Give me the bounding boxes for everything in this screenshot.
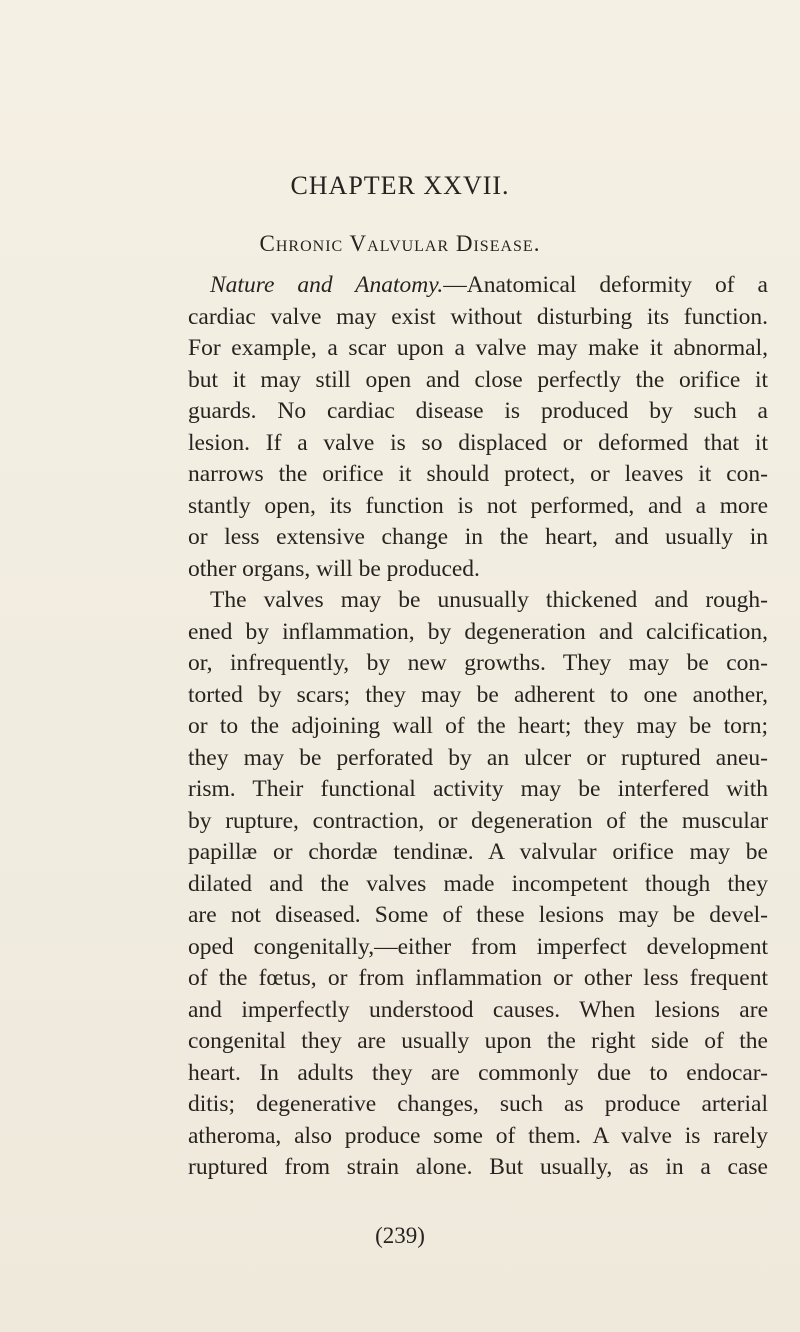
paragraph-line: oped congenitally,—either from imperfect development: [188, 933, 768, 960]
paragraph-line: papillæ or chordæ tendinæ. A valvular orifice may be: [188, 839, 768, 865]
paragraph-line: lesion. If a valve is so displaced or deformed that it: [188, 429, 768, 456]
paragraph-line: heart. In adults they are commonly due to endocar-: [188, 1059, 768, 1086]
paragraph-line: ruptured from strain alone. But usually, as in a case: [188, 1154, 768, 1180]
run-in-heading: Nature and Anatomy.: [210, 272, 444, 298]
paragraph-line: but it may still open and close perfectly the orifice it: [188, 366, 768, 393]
paragraph-line: guards. No cardiac disease is produced by such a: [188, 398, 768, 424]
paragraph-line: they may be perforated by an ulcer or ruptured aneu-: [188, 744, 768, 771]
paragraph-line: by rupture, contraction, or degeneration of the muscular: [188, 807, 768, 834]
paragraph-line: ditis; degenerative changes, such as produce arterial: [188, 1091, 768, 1117]
paragraph-line-text: —Anatomical deformity of a: [443, 272, 768, 298]
paragraph-line: atheroma, also produce some of them. A valve is rarely: [188, 1122, 768, 1149]
paragraph-line: or less extensive change in the heart, and usually in: [188, 524, 768, 550]
page-number: (239): [375, 1223, 425, 1248]
paragraph-line: are not diseased. Some of these lesions may be devel-: [188, 902, 768, 928]
paragraph-line: or to the adjoining wall of the heart; they may be torn;: [188, 713, 768, 739]
paragraph-line: cardiac valve may exist without disturbing its function.: [188, 303, 768, 330]
paragraph-line: of the fœtus, or from inflammation or other less frequent: [188, 965, 768, 991]
paragraph-line: or, infrequently, by new growths. They may be con-: [188, 650, 768, 676]
paragraph-line: and imperfectly understood causes. When lesions are: [188, 996, 768, 1023]
paragraph-line: For example, a scar upon a valve may make it abnormal,: [188, 335, 768, 361]
paragraph-line: congenital they are usually upon the right side of the: [188, 1028, 768, 1054]
paragraph-line: narrows the orifice it should protect, or leaves it con-: [188, 461, 768, 487]
paragraph-line: ened by inflammation, by degeneration and calcification,: [188, 618, 768, 645]
paragraph-line: rism. Their functional activity may be interfered with: [188, 776, 768, 802]
paragraph-line: The valves may be unusually thickened and rough-: [210, 587, 768, 613]
paragraph-line: stantly open, its function is not performed, and a more: [188, 492, 768, 519]
paragraph-line: other organs, will be produced.: [188, 555, 480, 582]
chapter-heading: CHAPTER XXVII.: [290, 171, 510, 200]
paragraph-line: [188, 270, 768, 302]
paragraph-line: dilated and the valves made incompetent though they: [188, 870, 768, 897]
body-text: [188, 270, 768, 1184]
section-title: Chronic Valvular Disease.: [259, 231, 541, 256]
paragraph-line: torted by scars; they may be adherent to one another,: [188, 681, 768, 708]
